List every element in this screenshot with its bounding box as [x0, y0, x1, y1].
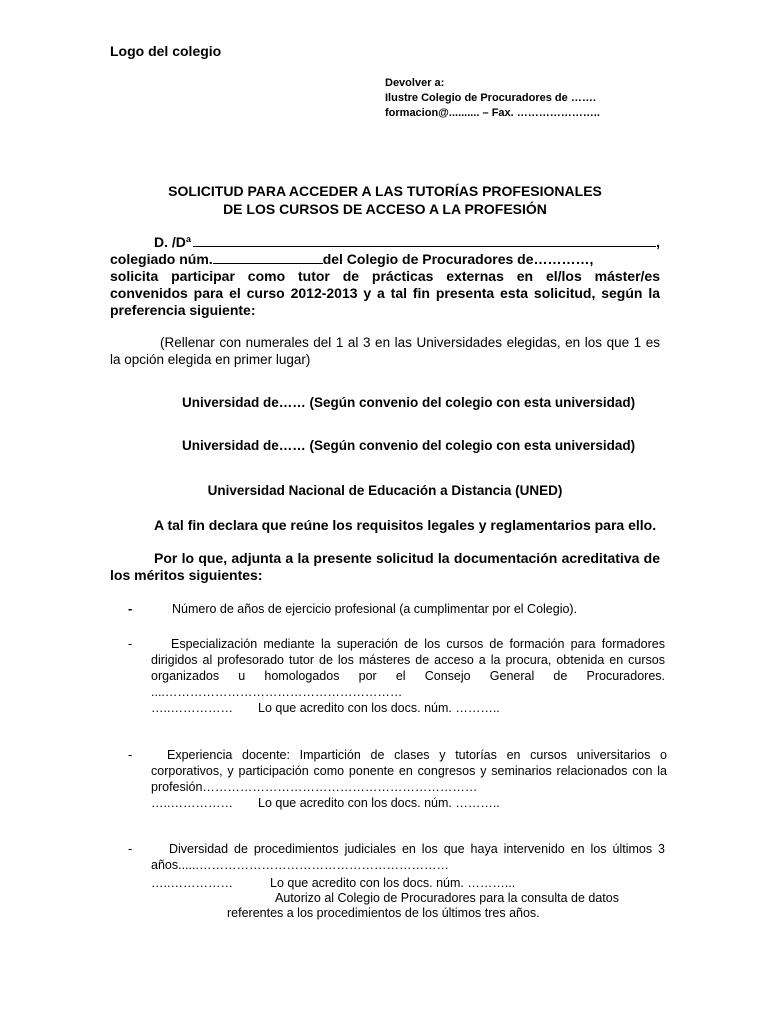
merit-2-bullet: - — [128, 636, 133, 651]
applicant-name-line — [110, 234, 660, 251]
authorize-line-2: referentes a los procedimientos de los últimos tres años. — [227, 906, 540, 920]
return-line-2: formacion@.......... – Fax. ………………….. — [385, 107, 600, 119]
merit-4-text: Diversidad de procedimientos judiciales en los que haya intervenido en los últimos 3 años......…………………………………………………… — [151, 842, 665, 872]
name-blank-field[interactable] — [193, 234, 656, 247]
declaration-paragraph-1: A tal fin declara que reúne los requisitos legales y reglamentarios para ello. — [154, 517, 657, 533]
college-label: del Colegio de Procuradores de…………, — [322, 251, 594, 267]
member-number-label: colegiado núm. — [110, 251, 213, 267]
declaration-paragraph-2: Por lo que, adjunta a la presente solicitud la documentación acreditativa de los méritos siguientes: — [110, 550, 660, 583]
university-option-2[interactable]: Universidad de…… (Según convenio del colegio con esta universidad) — [182, 438, 636, 453]
merit-3-text: Experiencia docente: Impartición de clases y tutorías en cursos universitarios o corporativos, y participación como ponente en congresos y seminarios relacionados con la profesión………………………………………………………… — [151, 748, 667, 794]
university-option-1[interactable]: Universidad de…… (Según convenio del colegio con esta universidad) — [182, 395, 636, 410]
name-suffix: , — [656, 234, 660, 250]
instruction-text: (Rellenar con numerales del 1 al 3 en las Universidades elegidas, en los que 1 es la opción elegida en primer lugar) — [110, 335, 660, 367]
applicant-block — [110, 234, 660, 319]
authorize-line-1: Autorizo al Colegio de Procuradores para la consulta de datos — [275, 891, 619, 905]
document-title — [110, 182, 660, 218]
merit-3-bullet: - — [128, 747, 133, 762]
member-number-blank-field[interactable] — [213, 251, 323, 264]
merit-3-docs: Lo que acredito con los docs. núm. ……….. — [258, 796, 500, 810]
return-line-1: Ilustre Colegio de Procuradores de ……. — [385, 92, 596, 104]
merit-4-docs: Lo que acredito con los docs. núm. ………... — [270, 876, 516, 890]
merit-4-bullet: - — [128, 841, 133, 856]
logo-placeholder: Logo del colegio — [110, 43, 222, 59]
merit-2-dots: …..…………… — [151, 701, 233, 715]
merit-1-text: Número de años de ejercicio profesional (a cumplimentar por el Colegio). — [172, 602, 578, 616]
return-label: Devolver a: — [385, 77, 445, 89]
applicant-number-line — [110, 251, 660, 268]
name-prefix: D. /Dª — [154, 234, 192, 250]
title-line-1: SOLICITUD PARA ACCEDER A LAS TUTORÍAS PROFESIONALES — [168, 183, 602, 199]
merit-2-docs: Lo que acredito con los docs. núm. ……….. — [258, 701, 500, 715]
return-address-block — [385, 76, 600, 121]
merit-3-dots: …..…………… — [151, 796, 233, 810]
university-option-uned[interactable]: Universidad Nacional de Educación a Distancia (UNED) — [207, 483, 563, 498]
title-line-2: DE LOS CURSOS DE ACCESO A LA PROFESIÓN — [223, 201, 547, 217]
merit-2-text: Especialización mediante la superación de los cursos de formación para formadores dirigidos al profesorado tutor de los másteres de acceso a la procura, obtenida en cursos organizados u homologados por el Consejo General de Procuradores. ....………………………………………………… — [151, 637, 665, 699]
applicant-request-text: solicita participar como tutor de prácticas externas en el/los máster/es convenidos para el curso 2012-2013 y a tal fin presenta esta solicitud, según la preferencia siguiente: — [110, 268, 660, 318]
merit-4-dots: …..…………… — [151, 876, 233, 890]
merit-1-bullet: - — [128, 601, 133, 616]
